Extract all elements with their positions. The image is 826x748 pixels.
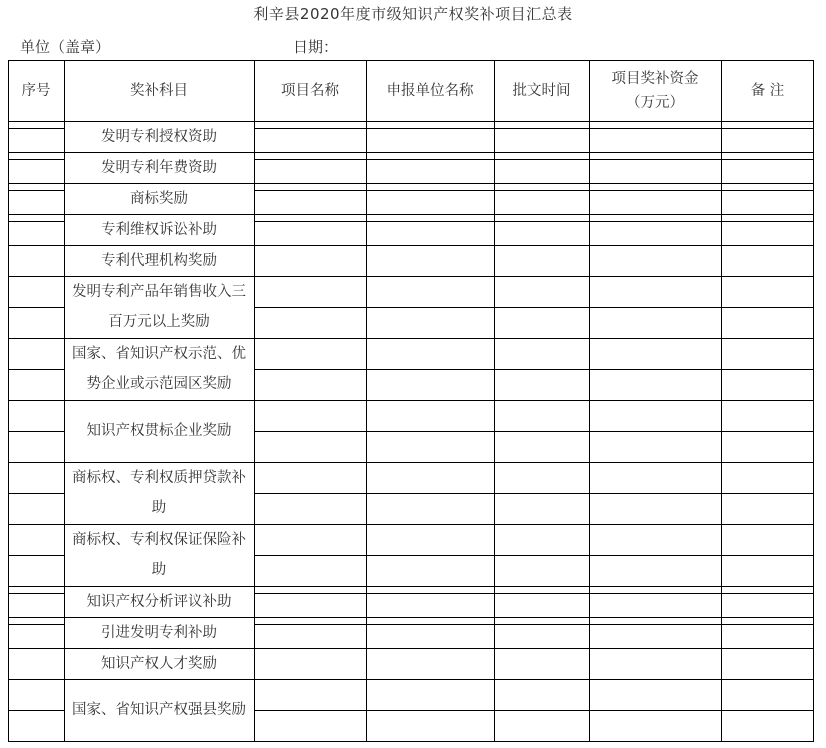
subsidy-category: 商标权、专利权保证保险补助 [72, 532, 246, 578]
column-header: 奖补科目 [130, 82, 188, 99]
subsidy-category: 引进发明专利补助 [101, 624, 217, 641]
column-header: 申报单位名称 [386, 82, 474, 99]
summary-table [8, 60, 814, 740]
subsidy-category: 发明专利产品年销售收入三百万元以上奖励 [72, 284, 246, 330]
subsidy-category: 专利代理机构奖励 [101, 252, 217, 269]
subsidy-category: 商标奖励 [130, 190, 188, 207]
unit-stamp-label: 单位（盖章） [20, 38, 111, 56]
column-header: 序号 [21, 82, 51, 99]
subsidy-category: 知识产权人才奖励 [101, 655, 217, 672]
column-header: 备 注 [750, 82, 785, 99]
subsidy-category: 知识产权分析评议补助 [86, 593, 232, 610]
subsidy-category: 发明专利年费资助 [101, 159, 217, 176]
subsidy-category: 发明专利授权资助 [101, 128, 217, 145]
table-title: 利辛县2020年度市级知识产权奖补项目汇总表 [253, 5, 573, 23]
subsidy-category: 知识产权贯标企业奖励 [86, 423, 232, 439]
subsidy-category: 国家、省知识产权示范、优势企业或示范园区奖励 [72, 346, 246, 392]
subsidy-category: 国家、省知识产权强县奖励 [72, 702, 246, 718]
column-header: 项目奖补资金（万元） [611, 70, 699, 111]
column-header: 批文时间 [512, 82, 571, 99]
subsidy-category: 商标权、专利权质押贷款补助 [72, 470, 246, 516]
column-header: 项目名称 [281, 82, 339, 99]
date-label: 日期： [293, 38, 339, 56]
subsidy-category: 专利维权诉讼补助 [101, 221, 217, 238]
